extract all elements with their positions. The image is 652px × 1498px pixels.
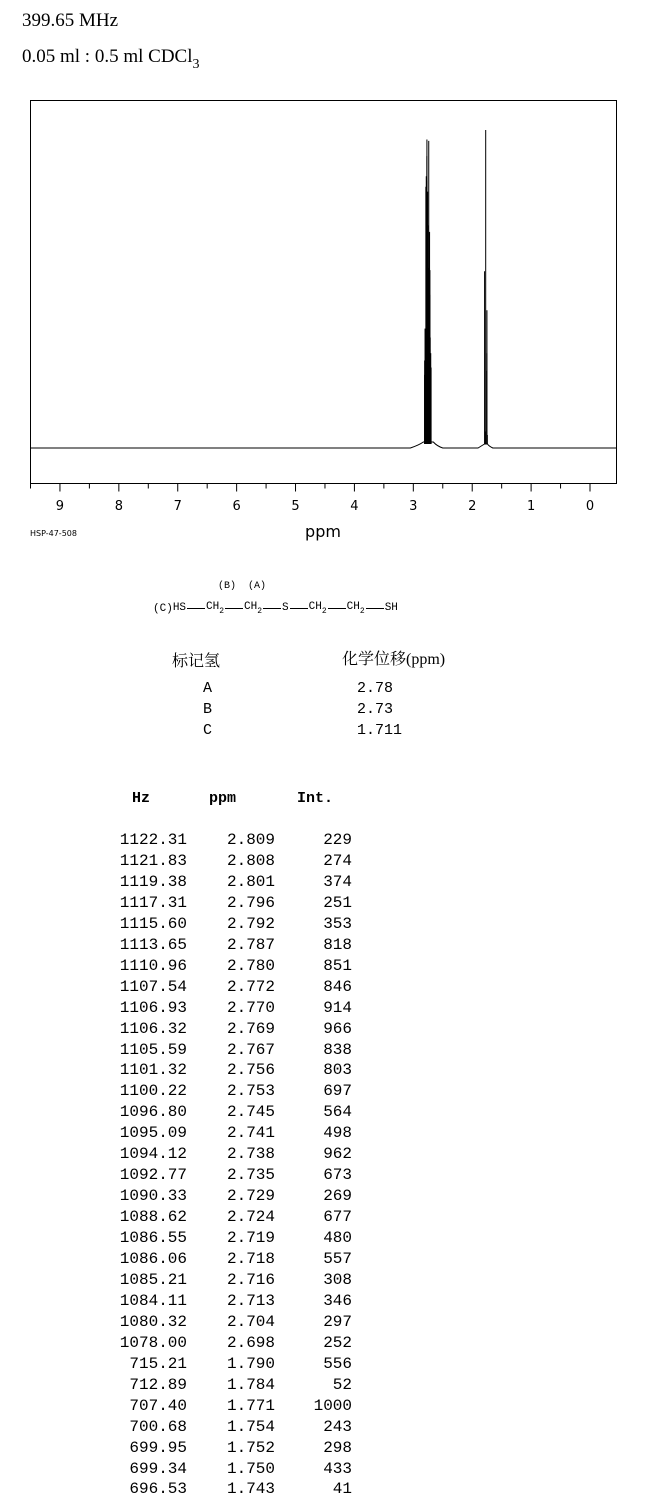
peak-hz: 1092.77 [119,1166,187,1185]
peak-hz: 1096.80 [119,1103,187,1122]
structure-group-text: SH [384,602,398,615]
peak-intensity: 962 [323,1145,352,1164]
x-axis-tick-labels [56,499,594,514]
peak-ppm: 2.719 [226,1229,275,1248]
structure-bond [328,608,346,609]
peak-ppm: 2.735 [226,1166,275,1185]
peak-intensity: 52 [332,1375,352,1394]
structure-site-c-label: (C) [153,602,173,615]
peak-ppm: 2.769 [226,1019,275,1038]
x-tick-label: 6 [232,499,241,514]
peak-ppm: 2.756 [226,1061,275,1080]
peak-hz: 1115.60 [119,914,187,933]
peak-intensity: 243 [323,1417,352,1436]
peak-intensity: 433 [323,1459,352,1478]
peak-hz: 1122.31 [119,831,187,849]
peak-ppm: 1.752 [226,1438,275,1457]
peak-ppm: 1.754 [226,1417,275,1436]
peak-intensity: 838 [323,1040,352,1059]
peak-ppm: 2.729 [226,1187,275,1206]
structure-group [309,601,327,616]
peak-ppm: 2.698 [226,1333,275,1352]
sample-code: HSP-47-508 [30,529,77,538]
peak-ppm: 1.790 [226,1354,275,1373]
x-tick-label: 9 [55,499,65,514]
peak-intensity: 966 [323,1019,352,1038]
x-tick-label: 2 [468,499,477,514]
peak-hz: 1105.59 [119,1040,187,1059]
peak-intensity: 229 [323,831,352,849]
peak-hz: 1084.11 [119,1291,187,1310]
peak-intensity: 851 [323,956,352,975]
spectrum-trace [31,442,617,448]
peak-ppm: 2.753 [226,1082,275,1101]
peak-ppm: 1.784 [226,1375,275,1394]
peak-hz: 1078.00 [119,1333,187,1352]
structure-group-text: CH [244,601,258,613]
structure-group-text: CH [308,601,322,613]
peak-table-header: Int. [297,790,334,807]
structure-group-text: HS [172,602,187,615]
peak-ppm: 2.718 [226,1250,275,1268]
structure-subscript: 2 [321,607,327,617]
peak-ppm: 1.743 [226,1480,275,1498]
peak-hz: 1117.31 [119,893,187,912]
structure-group-text: CH [346,601,360,613]
assignment-label: A [203,680,213,697]
peak-hz: 1101.32 [119,1061,187,1080]
assignment-shift: 1.711 [357,722,403,739]
structure-group [173,602,186,615]
assignment-header-hydrogen: 标记氢 [172,653,221,670]
peak-hz: 699.95 [129,1438,187,1457]
structure-site-labels: (B) (A) [218,581,267,592]
molecular-structure [153,601,398,616]
peak-hz: 1080.32 [119,1312,187,1331]
peak-hz: 700.68 [129,1417,187,1436]
structure-group [347,601,365,616]
structure-subscript: 2 [219,607,225,617]
peak-intensity: 697 [323,1082,352,1101]
x-tick-label: 3 [409,499,418,514]
x-tick-label: 7 [173,499,182,514]
peak-intensity: 298 [323,1438,352,1457]
peak-hz: 1095.09 [119,1124,187,1143]
peak-ppm: 2.745 [226,1103,275,1122]
x-tick-label: 1 [526,499,536,514]
x-tick-label: 4 [350,499,359,514]
peak-ppm: 2.787 [226,935,275,954]
assignment-label: B [203,701,213,718]
peak-intensity: 803 [323,1061,352,1080]
peak-intensity: 353 [323,914,352,933]
peak-intensity: 374 [323,872,352,891]
peak-hz: 699.34 [129,1459,187,1478]
spectrometer-frequency: 399.65 MHz [22,10,119,31]
peak-hz: 1085.21 [119,1270,187,1289]
structure-group [244,601,262,616]
assignment-header-shift: 化学位移(ppm) [342,651,446,668]
peak-ppm: 2.738 [226,1145,275,1164]
peak-ppm: 2.809 [226,831,275,849]
peak-ppm: 2.796 [226,893,275,912]
peak-intensity: 846 [323,977,352,996]
peak-hz: 1107.54 [119,977,187,996]
assignment-shift: 2.78 [357,680,394,697]
peak-ppm: 2.770 [226,998,275,1017]
assignment-label: C [203,722,213,739]
peak-intensity: 557 [323,1250,352,1268]
peak-ppm: 2.713 [226,1291,275,1310]
assignment-shift: 2.73 [357,701,394,718]
peak-hz: 1090.33 [119,1187,187,1206]
peak-ppm: 1.750 [226,1459,275,1478]
peak-hz: 1121.83 [119,851,187,870]
peak-ppm: 2.724 [226,1208,275,1227]
nmr-spectrum-chart [0,0,652,545]
structure-group-text: S [282,602,289,615]
peak-intensity: 677 [323,1208,352,1227]
peak-ppm: 2.780 [226,956,275,975]
peak-ppm: 2.792 [226,914,275,933]
peak-intensity: 297 [323,1312,352,1331]
spectrum-peaks [425,130,488,444]
peak-hz: 1094.12 [119,1145,187,1164]
peak-hz: 696.53 [129,1480,187,1498]
plot-frame [31,101,617,484]
peak-intensity: 1000 [313,1396,352,1415]
peak-ppm: 2.801 [226,872,275,891]
peak-hz: 1086.06 [119,1250,187,1268]
peak-ppm: 1.771 [226,1396,275,1415]
structure-group [385,602,398,615]
structure-bond [366,608,384,609]
peak-hz: 715.21 [129,1354,187,1373]
structure-bond [187,608,205,609]
structure-bond [290,608,308,609]
x-tick-label: 5 [291,499,300,514]
peak-intensity: 274 [323,851,352,870]
peak-intensity: 269 [323,1187,352,1206]
peak-ppm: 2.741 [226,1124,275,1143]
peak-intensity: 308 [323,1270,352,1289]
peak-intensity: 498 [323,1124,352,1143]
structure-group [282,602,289,615]
peak-ppm: 2.808 [226,851,275,870]
peak-table-header: Hz [132,790,151,807]
structure-subscript: 2 [359,607,365,617]
peak-intensity: 556 [323,1354,352,1373]
x-tick-label: 0 [585,499,595,514]
peak-intensity: 673 [323,1166,352,1185]
x-axis-label: ppm [305,522,341,541]
x-tick-label: 8 [114,499,123,514]
structure-group-text: CH [206,601,220,613]
solvent-text: 0.05 ml : 0.5 ml CDCl [22,46,193,67]
peak-hz: 1113.65 [119,935,187,954]
peak-hz: 1106.93 [119,998,187,1017]
peak-ppm: 2.716 [226,1270,275,1289]
peak-hz: 1086.55 [119,1229,187,1248]
peak-intensity: 914 [323,998,352,1017]
peak-ppm: 2.704 [226,1312,275,1331]
peak-hz: 1100.22 [119,1082,187,1101]
peak-ppm: 2.772 [226,977,275,996]
structure-subscript: 2 [257,607,263,617]
peak-ppm: 2.767 [226,1040,275,1059]
peak-hz: 1119.38 [119,872,187,891]
structure-bond [225,608,243,609]
peak-hz: 1106.32 [119,1019,187,1038]
structure-group [206,601,224,616]
peak-intensity: 251 [323,893,352,912]
solvent-subscript: 3 [192,57,200,72]
peak-intensity: 818 [323,935,352,954]
peak-hz: 712.89 [129,1375,187,1394]
peak-table-header: ppm [209,790,237,807]
peak-hz: 1110.96 [119,956,187,975]
peak-hz: 1088.62 [119,1208,187,1227]
peak-intensity: 252 [323,1333,352,1352]
peak-intensity: 346 [323,1291,352,1310]
peak-intensity: 41 [332,1480,352,1498]
peak-hz: 707.40 [129,1396,187,1415]
peak-intensity: 564 [323,1103,352,1122]
structure-bond [263,608,281,609]
x-axis-ticks [31,484,590,492]
peak-intensity: 480 [323,1229,352,1248]
